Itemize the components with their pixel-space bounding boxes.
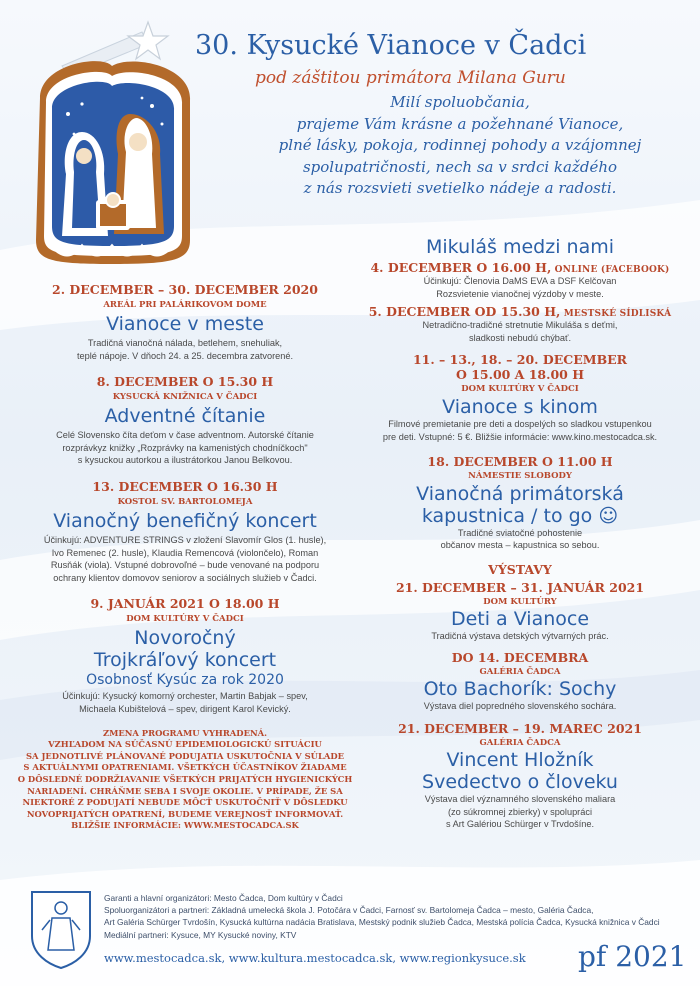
notice-line: S AKTUÁLNYMI OPATRENIAMI. VŠETKÝCH ÚČASTNÍKOV ŽIADAME	[23, 762, 347, 773]
desc-line: Výstava diel významného slovenského maliara	[424, 793, 616, 804]
event-date: 18. DECEMBER O 11.00 H	[427, 453, 613, 469]
event-title: Vianoce v meste	[106, 313, 264, 335]
date-text: 4. DECEMBER O 16.00 H,	[370, 260, 552, 275]
left-column	[0, 282, 370, 832]
event-date	[355, 260, 685, 275]
desc-line: občanov mesta – kapustnica so sebou.	[440, 540, 600, 551]
date-text: 5. DECEMBER OD 15.30 H,	[368, 304, 561, 320]
page-title: 30. Kysucké Vianoce v Čadci	[195, 30, 587, 61]
event-date: DO 14. DECEMBRA	[451, 650, 589, 666]
exhibitions-heading: VÝSTAVY	[488, 561, 552, 577]
desc-line: s Art Galériou Schürger v Trvdošíne.	[445, 819, 595, 830]
notice-line: SA JEDNOTLIVÉ PLÁNOVANÉ PODUJATIA USKUTOČNIA V SÚLADE	[26, 750, 344, 761]
pf-greeting: pf 2021	[578, 940, 687, 973]
desc-line: Účinkujú: Kysucký komorný orchester, Martin Babjak – spev,	[62, 691, 308, 702]
event-date	[355, 304, 685, 319]
event-description: Výstava diel popredného slovenského sochára.	[423, 701, 617, 712]
desc-line: ochrany klientov domovov seniorov a sociálnych služieb v Čadci.	[53, 572, 317, 583]
event-place: GALÉRIA ČADCA	[479, 667, 561, 678]
desc-line: (zo súkromnej zbierky) v spolupráci	[448, 806, 592, 817]
greeting-line: spolupatričnosti, nech sa v srdci každého	[302, 157, 618, 176]
event-novorocny-koncert	[0, 596, 370, 715]
event-title: Oto Bachorík: Sochy	[423, 678, 617, 701]
page-subtitle: pod záštitou primátora Milana Guru	[255, 68, 566, 88]
desc-line: Ivo Remenec (2. husle), Klaudia Remencová (violončelo), Roman	[51, 547, 319, 558]
notice-line: NIEKTORÉ Z PODUJATÍ NEBUDE MÔCŤ USKUTOČNIŤ V DÔSLEDKU	[22, 797, 348, 808]
desc-line: Rozsvietenie vianočnej výzdoby v meste.	[436, 288, 604, 299]
event-description	[355, 319, 685, 344]
notice-line: BLIŽŠIE INFORMÁCIE: WWW.MESTOCADCA.SK	[71, 820, 299, 831]
event-date: 21. DECEMBER – 31. JANUÁR 2021	[395, 579, 645, 595]
desc-line: Rusňák (viola). Vstupné dobrovoľné – bude venované na podporu	[50, 560, 320, 571]
event-title: Svedectvo o človeku	[422, 770, 618, 793]
desc-line: sladkosti nebudú chýbať.	[468, 332, 572, 343]
desc-line: pre deti. Vstupné: 5 €. Bližšie informácie: www.kino.mestocadca.sk.	[382, 431, 658, 442]
website-links[interactable]: www.mestocadca.sk, www.kultura.mestocadca.sk, www.regionkysuce.sk	[104, 951, 526, 965]
event-description	[0, 690, 370, 715]
notice-line: O DÔSLEDNÉ DODRŽIAVANIE VŠETKÝCH PRIJATÝCH HYGIENICKÝCH	[17, 773, 353, 784]
event-place: KOSTOL SV. BARTOLOMEJA	[117, 496, 253, 507]
event-title: Vianoce s kinom	[442, 396, 598, 419]
desc-line: Celé Slovensko číta deťom v čase adventnom. Autorské čítanie	[56, 430, 314, 441]
desc-line: Netradično-tradičné stretnutie Mikuláša s deťmi,	[422, 320, 618, 331]
exhibition-deti-a-vianoce	[355, 580, 685, 643]
partners-line: Art Galéria Schürger Tvrdošín, Kysucká kultúrna nadácia Bratislava, Mestský podnik služieb Čadca, Mestská polícia Čadca, Kysucká knižnica v Čadci	[104, 917, 660, 928]
event-title: Trojkráľový koncert	[93, 649, 277, 672]
greeting-line: plné lásky, pokoja, rodinnej pohody a vzájomnej	[278, 136, 642, 154]
desc-line: Filmové premietanie pre deti a dospelých so sladkou vstupenkou	[388, 419, 652, 430]
event-mikulas	[355, 236, 685, 344]
partners-line: Garanti a hlavní organizátori: Mesto Čadca, Dom kultúry v Čadci	[104, 893, 343, 903]
greeting-line: prajeme Vám krásne a požehnané Vianoce,	[296, 114, 624, 133]
partners-line: Mediální partneri: Kysuce, MY Kysucké noviny, KTV	[104, 929, 297, 940]
greeting-line: z nás rozsvieti svetielko nádeje a radosti.	[303, 179, 617, 197]
desc-line: Tradičné sviatočné pohostenie	[457, 527, 583, 538]
partners-text	[104, 892, 694, 941]
desc-line: Účinkujú: ADVENTURE STRINGS v zložení Slavomír Glos (1. husle),	[43, 534, 327, 545]
desc-line: Michaela Kubištelová – spev, dirigent Karol Kevický.	[79, 703, 291, 714]
partners-line: Spoluorganizátori a partneri: Základná umelecká škola J. Potočára v Čadci, Farnosť sv. Bartolomeja Čadca – mesto, Galéria Čadca,	[104, 905, 594, 916]
event-place: NÁMESTIE SLOBODY	[468, 470, 572, 481]
event-description	[0, 337, 370, 362]
desc-line: s kysuckou autorkou a ilustrátorkou Janou Belkovou.	[77, 455, 293, 466]
date-note: ONLINE (FACEBOOK)	[551, 265, 670, 275]
event-date: 2. DECEMBER – 30. DECEMBER 2020	[52, 282, 318, 297]
event-place: DOM KULTÚRY	[483, 596, 557, 607]
desc-line: Tradičná vianočná nálada, betlehem, snehuliak,	[87, 338, 283, 348]
desc-line: teplé nápoje. V dňoch 24. a 25. decembra zatvorené.	[76, 350, 294, 361]
event-time: O 15.00 A 18.00 H	[455, 367, 585, 383]
right-column	[355, 236, 685, 831]
event-place: DOM KULTÚRY V ČADCI	[461, 384, 579, 395]
event-title: Vianočná primátorská	[416, 482, 624, 505]
event-vianoce-s-kinom	[355, 352, 685, 443]
event-title: Vincent Hložník	[446, 748, 594, 771]
event-adventne-citanie	[0, 374, 370, 467]
date-note: MESTSKÉ SÍDLISKÁ	[560, 309, 672, 320]
event-place: AREÁL PRI PALÁRIKOVOM DOME	[103, 300, 267, 310]
event-description: Tradičná výstava detských výtvarných prác.	[431, 630, 609, 641]
event-date: 13. DECEMBER O 16.30 H	[92, 478, 278, 494]
exhibition-vincent-hloznik	[355, 721, 685, 831]
event-place: DOM KULTÚRY V ČADCI	[126, 614, 244, 625]
event-title: Deti a Vianoce	[450, 607, 590, 630]
exhibition-oto-bachorik	[355, 650, 685, 713]
desc-line: rozprávkyz knižky „Rozprávky na kamenistých chodníčkoch"	[62, 442, 308, 453]
event-description	[0, 429, 370, 467]
event-description	[355, 793, 685, 831]
event-title: Adventné čítanie	[104, 405, 266, 428]
event-date: 21. DECEMBER – 19. MAREC 2021	[398, 720, 642, 736]
event-title: Vianočný benefičný koncert	[53, 509, 317, 532]
greeting-text	[240, 92, 680, 200]
event-place: KYSUCKÁ KNIŽNICA V ČADCI	[112, 392, 258, 403]
event-vianoce-v-meste	[0, 282, 370, 362]
notice-line: NOVOPRIJATÝCH OPATRENÍ, BUDEME VEREJNOSŤ INFORMOVAŤ.	[26, 808, 344, 819]
event-beneficny-koncert	[0, 479, 370, 584]
city-coat-of-arms-icon	[30, 890, 92, 970]
event-kapustnica	[355, 454, 685, 552]
event-title: Mikuláš medzi nami	[425, 236, 614, 258]
event-date: 9. JANUÁR 2021 O 18.00 H	[90, 596, 280, 612]
event-description	[355, 275, 685, 300]
gingerbread-nativity-illustration	[22, 14, 202, 276]
greeting-line: Milí spoluobčania,	[390, 93, 530, 111]
notice-line: ZMENA PROGRAMU VYHRADENÁ.	[102, 727, 268, 738]
event-title: kapustnica / to go ☺	[421, 504, 619, 527]
event-date: 8. DECEMBER O 15.30 H	[96, 374, 274, 390]
event-date: 11. – 13., 18. – 20. DECEMBER	[412, 352, 628, 368]
program-change-notice	[0, 728, 370, 832]
event-subtitle: Osobnosť Kysúc za rok 2020	[86, 672, 284, 689]
event-place: GALÉRIA ČADCA	[479, 737, 561, 748]
notice-line: VZHĽADOM NA SÚČASNÚ EPIDEMIOLOGICKÚ SITUÁCIU	[48, 739, 322, 750]
notice-line: NARIADENÍ. CHRÁŇME SEBA I SVOJE OKOLIE. V PRÍPADE, ŽE SA	[27, 785, 343, 796]
event-description	[0, 534, 370, 584]
event-description	[355, 418, 685, 443]
event-description	[355, 527, 685, 552]
event-title: Novoročný	[134, 627, 236, 650]
desc-line: Účinkujú: Členovia DaMS EVA a DSF Kelčovan	[423, 276, 617, 286]
